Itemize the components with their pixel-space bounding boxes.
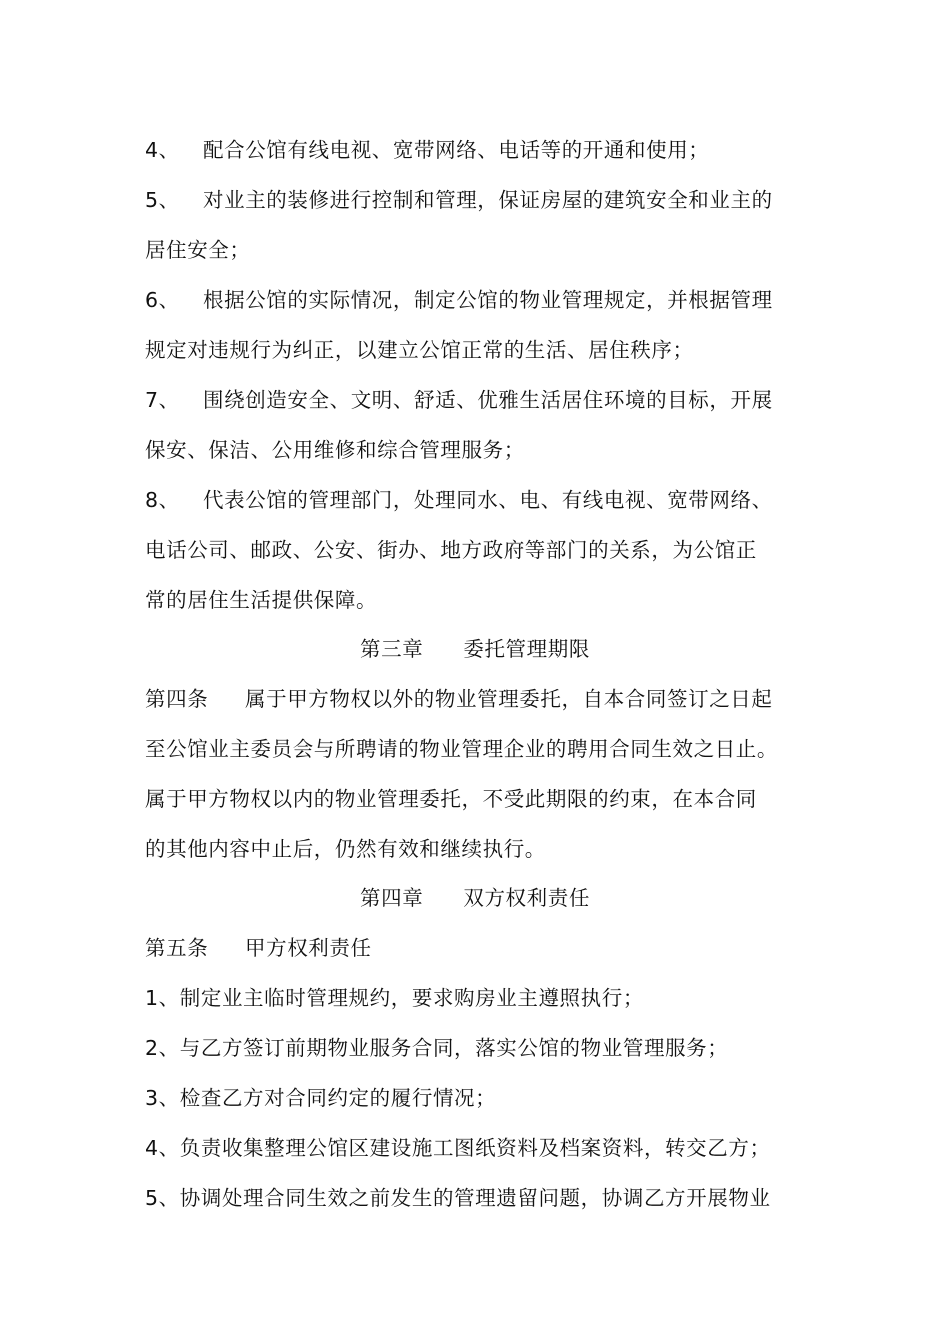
article-text: 至公馆业主委员会与所聘请的物业管理企业的聘用合同生效之日止。: [145, 737, 778, 761]
item-continuation: 保安、保洁、公用维修和综合管理服务；: [145, 438, 525, 462]
item-number: 7、: [145, 388, 180, 412]
list-item: 1、制定业主临时管理规约，要求购房业主遵照执行；: [145, 986, 644, 1010]
list-item: [145, 485, 773, 515]
item-continuation: 电话公司、邮政、公安、街办、地方政府等部门的关系，为公馆正: [145, 538, 757, 562]
item-continuation: 居住安全；: [145, 238, 251, 262]
item-continuation: 常的居住生活提供保障。: [145, 588, 378, 612]
article-text: 的其他内容中止后，仍然有效和继续执行。: [145, 837, 546, 861]
chapter-heading: [0, 883, 950, 913]
item-text: 代表公馆的管理部门，处理同水、电、有线电视、宽带网络、: [203, 488, 773, 512]
article-label: 第五条: [145, 936, 209, 960]
item-number: 6、: [145, 288, 180, 312]
item-number: 8、: [145, 488, 180, 512]
article-title: 甲方权利责任: [245, 936, 372, 960]
list-item: 3、检查乙方对合同约定的履行情况；: [145, 1086, 497, 1110]
item-text: 根据公馆的实际情况，制定公馆的物业管理规定，并根据管理: [203, 288, 773, 312]
item-continuation: 规定对违规行为纠正，以建立公馆正常的生活、居住秩序；: [145, 338, 694, 362]
chapter-heading: [0, 634, 950, 664]
item-text: 围绕创造安全、文明、舒适、优雅生活居住环境的目标，开展: [203, 388, 773, 412]
item-text: 对业主的装修进行控制和管理，保证房屋的建筑安全和业主的: [203, 188, 773, 212]
chapter-title: 双方权利责任: [463, 886, 590, 910]
article-text: 属于甲方物权以外的物业管理委托，自本合同签订之日起: [245, 687, 773, 711]
article-paragraph: [145, 684, 773, 714]
list-item: 4、负责收集整理公馆区建设施工图纸资料及档案资料，转交乙方；: [145, 1136, 771, 1160]
article-label: 第四条: [145, 687, 209, 711]
chapter-title: 委托管理期限: [463, 637, 590, 661]
item-text: 配合公馆有线电视、宽带网络、电话等的开通和使用；: [203, 138, 710, 162]
item-number: 4、: [145, 138, 180, 162]
list-item: [145, 185, 773, 215]
article-heading: [145, 933, 372, 963]
article-text: 属于甲方物权以内的物业管理委托，不受此期限的约束，在本合同: [145, 787, 757, 811]
chapter-number: 第三章: [360, 637, 424, 661]
list-item: [145, 285, 773, 315]
list-item: 2、与乙方签订前期物业服务合同，落实公馆的物业管理服务；: [145, 1036, 729, 1060]
chapter-number: 第四章: [360, 886, 424, 910]
list-item: [145, 135, 709, 165]
item-number: 5、: [145, 188, 180, 212]
list-item: 5、协调处理合同生效之前发生的管理遗留问题，协调乙方开展物业: [145, 1186, 771, 1210]
list-item: [145, 385, 773, 415]
